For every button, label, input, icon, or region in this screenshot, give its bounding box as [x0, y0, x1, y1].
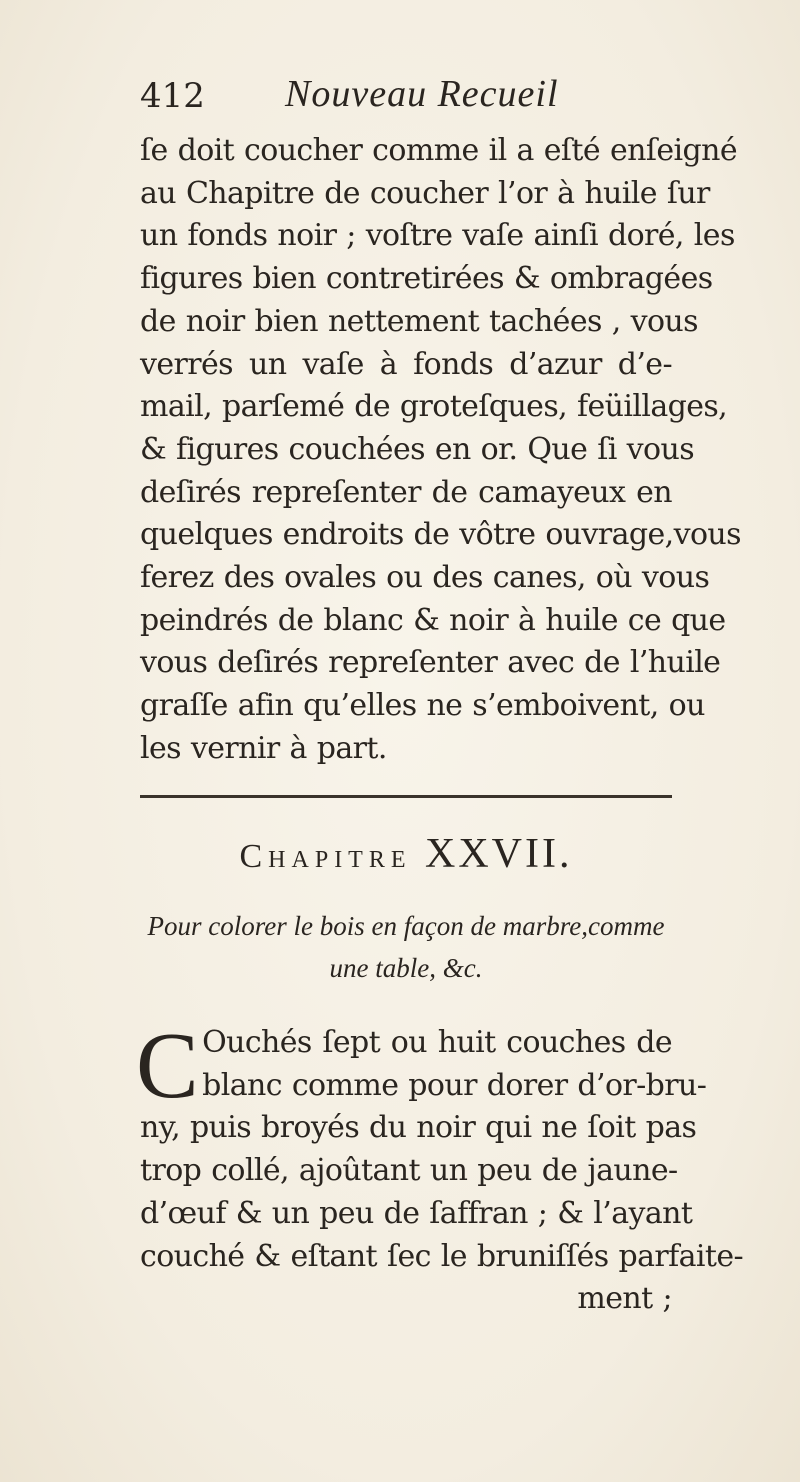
chapter-subtitle [140, 905, 672, 989]
text-line: ment ; [577, 1281, 672, 1317]
text-line: deſirés repreſenter de camayeux en [140, 474, 672, 510]
text-line: couché & eſtant ſec le bruniſſés parfaite- [140, 1238, 744, 1274]
text-line: de noir bien nettement tachées , vous [140, 303, 698, 339]
text-line: graſſe afin qu’elles ne s’emboivent, ou [140, 688, 705, 724]
chapter-label: Chapitre [239, 838, 412, 875]
subtitle-line: une table, &c. [329, 953, 483, 983]
section-divider-rule [140, 795, 672, 798]
chapter-paragraph [136, 1014, 744, 1321]
chapter-heading [140, 830, 672, 878]
text-line: trop collé, ajoûtant un peu de jaune- [140, 1153, 678, 1189]
chapter-number: XXVII. [425, 831, 573, 877]
running-title: Nouveau Recueil [285, 73, 559, 115]
text-line: blanc comme pour dorer d’or-bru- [202, 1067, 707, 1103]
text-line: ferez des ovales ou des canes, où vous [140, 560, 710, 596]
text-line: les vernir à part. [140, 730, 387, 766]
text-line: quelques endroits de vôtre ouvrage,vous [140, 517, 741, 553]
text-line: ſe doit coucher comme il a eſté enſeigné [140, 133, 737, 168]
drop-cap: C [136, 1014, 199, 1118]
text-line: verrés un vaſe à fonds d’azur d’e- [140, 346, 672, 382]
running-head [140, 72, 660, 122]
text-line: mail, parſemé de groteſques, feüillages, [140, 389, 728, 425]
subtitle-line: Pour colorer le bois en façon de marbre,comme [147, 911, 665, 941]
text-line: ny, puis broyés du noir qui ne ſoit pas [140, 1110, 697, 1146]
paragraph-continued [140, 130, 741, 771]
text-line: vous deſirés repreſenter avec de l’huile [140, 645, 721, 681]
text-line: & figures couchées en or. Que ſi vous [140, 431, 694, 467]
text-line: Ouchés ſept ou huit couches de [202, 1025, 672, 1060]
page-number: 412 [140, 76, 205, 116]
text-line: peindrés de blanc & noir à huile ce que [140, 602, 726, 638]
text-line: au Chapitre de coucher l’or à huile ſur [140, 175, 710, 211]
text-line: figures bien contretirées & ombragées [140, 261, 713, 297]
text-line: d’œuf & un peu de ſaffran ; & l’ayant [140, 1195, 693, 1231]
text-line: un fonds noir ; voſtre vaſe ainſi doré, les [140, 218, 735, 254]
